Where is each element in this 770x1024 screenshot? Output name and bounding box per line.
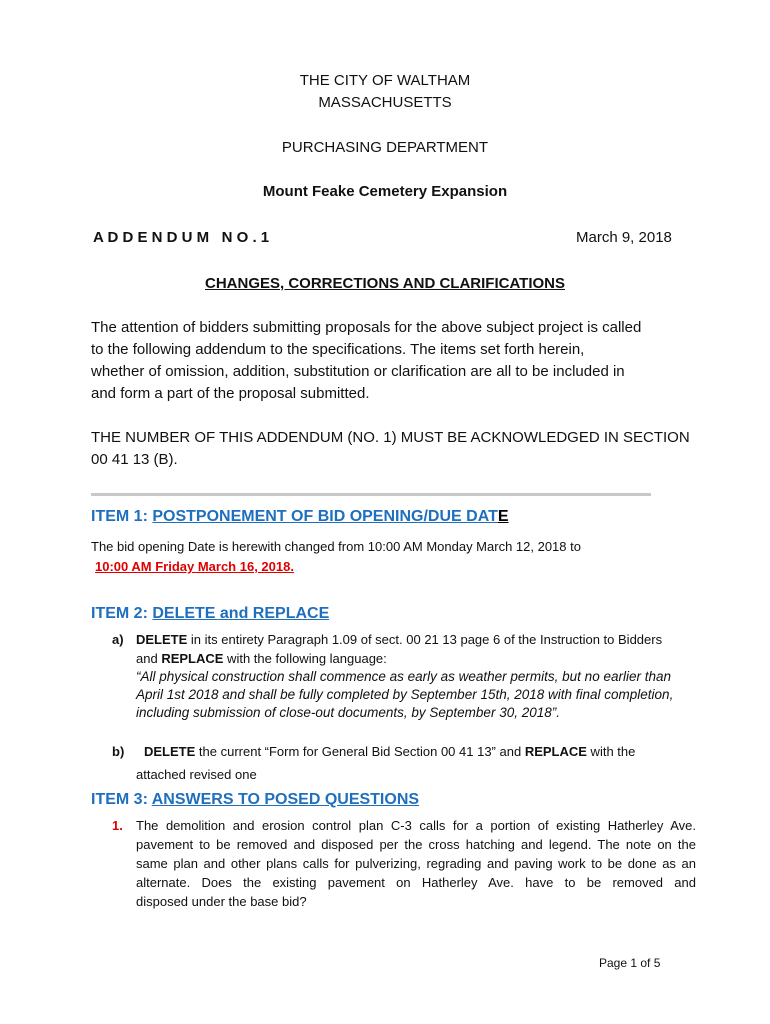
item2-a-line2-text: with the following language: bbox=[223, 651, 387, 666]
question-line: The demolition and erosion control plan C-3 calls for a portion of existing Hatherley Ave. bbox=[136, 818, 696, 833]
question-line: same plan and other plans calls for pulverizing, regrading and paving work to be done as an bbox=[136, 856, 696, 871]
intro-line: and form a part of the proposal submitted. bbox=[91, 385, 370, 402]
item3-heading bbox=[91, 791, 419, 809]
item3-prefix: ITEM 3: bbox=[91, 791, 152, 808]
question-number: 1. bbox=[112, 818, 123, 833]
question-1 bbox=[136, 816, 696, 911]
question-line: alternate. Does the existing pavement on Hatherley Ave. have to be removed and bbox=[136, 875, 696, 890]
question-line: disposed under the base bid? bbox=[136, 894, 307, 909]
notice-line: 00 41 13 (B). bbox=[91, 451, 178, 468]
city-title: THE CITY OF WALTHAM bbox=[299, 72, 471, 89]
addendum-number: A D D E N D U M N O . 1 bbox=[93, 229, 270, 246]
department-title: PURCHASING DEPARTMENT bbox=[281, 139, 489, 156]
item2-b-label: b) bbox=[112, 744, 125, 759]
item2-a-text bbox=[136, 630, 696, 649]
item2-a-line2 bbox=[136, 649, 387, 668]
acknowledge-notice bbox=[91, 427, 711, 471]
divider bbox=[91, 493, 651, 496]
delete-keyword: DELETE bbox=[144, 744, 196, 759]
item2-a-line1: in its entirety Paragraph 1.09 of sect. 00 21 13 page 6 of the Instruction to Bidders bbox=[187, 632, 663, 647]
item2-heading bbox=[91, 605, 329, 623]
quote-line: “All physical construction shall commence as early as weather permits, but no earlier than bbox=[136, 669, 671, 684]
section-subtitle: CHANGES, CORRECTIONS AND CLARIFICATIONS bbox=[205, 275, 565, 292]
item2-b-text2: with the bbox=[586, 744, 636, 759]
item2-prefix: ITEM 2: bbox=[91, 605, 153, 622]
intro-line: to the following addendum to the specifications. The items set forth herein, bbox=[91, 341, 585, 358]
notice-line: THE NUMBER OF THIS ADDENDUM (NO. 1) MUST BE ACKNOWLEDGED IN SECTION bbox=[91, 429, 690, 446]
quote-line: April 1st 2018 and shall be fully completed by September 15th, 2018 with final completion, bbox=[136, 687, 674, 702]
item1-title: POSTPONEMENT OF BID OPENING/DUE DAT bbox=[152, 508, 498, 525]
replace-keyword: REPLACE bbox=[161, 651, 224, 666]
item1-new-date: 10:00 AM Friday March 16, 2018. bbox=[95, 559, 294, 574]
addendum-date: March 9, 2018 bbox=[576, 229, 672, 246]
item1-text: The bid opening Date is herewith changed from 10:00 AM Monday March 12, 2018 to bbox=[91, 539, 581, 554]
page-number: Page 1 of 5 bbox=[599, 956, 661, 970]
and-word: and bbox=[136, 651, 162, 666]
item1-title-last: E bbox=[497, 508, 509, 525]
replace-keyword: REPLACE bbox=[524, 744, 587, 759]
item2-b-line1 bbox=[144, 742, 635, 761]
intro-line: The attention of bidders submitting proposals for the above subject project is called bbox=[91, 319, 642, 336]
item3-title: ANSWERS TO POSED QUESTIONS bbox=[151, 791, 420, 808]
item1-prefix: ITEM 1: bbox=[91, 508, 153, 525]
intro-paragraph bbox=[91, 317, 711, 405]
state-title: MASSACHUSETTS bbox=[318, 94, 452, 111]
intro-line: whether of omission, addition, substitution or clarification are all to be included in bbox=[91, 363, 625, 380]
item2-b-text1: the current “Form for General Bid Section 00 41 13” and bbox=[195, 744, 525, 759]
replacement-quote bbox=[136, 668, 696, 722]
project-title: Mount Feake Cemetery Expansion bbox=[262, 183, 508, 200]
item1-heading bbox=[91, 508, 509, 526]
item2-title: DELETE and REPLACE bbox=[152, 605, 330, 622]
item2-a-label: a) bbox=[112, 632, 124, 647]
quote-line: including submission of close-out documents, by September 30, 2018”. bbox=[136, 705, 560, 720]
delete-keyword: DELETE bbox=[136, 632, 188, 647]
question-line: pavement to be removed and disposed per the cross hatching and legend. The note on the bbox=[136, 837, 696, 852]
item2-b-line2: attached revised one bbox=[136, 767, 257, 782]
